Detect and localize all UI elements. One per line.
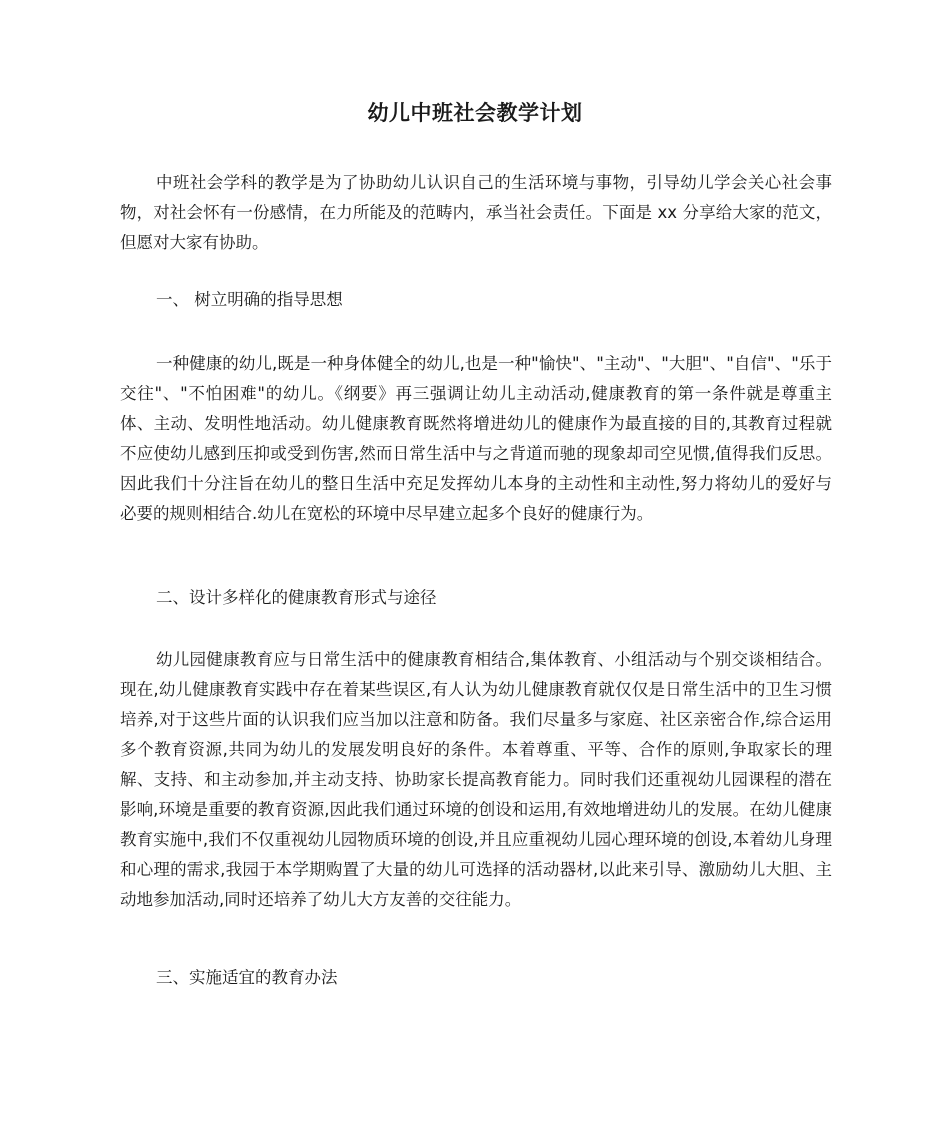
intro-paragraph: 中班社会学科的教学是为了协助幼儿认识自己的生活环境与事物，引导幼儿学会关心社会事物，对社会怀有一份感情，在力所能及的范畴内，承当社会责任。下面是 xx 分享给大家的范文，但愿对大家有协助。 xyxy=(120,173,832,252)
section-1-heading: 一、 树立明确的指导思想 xyxy=(156,290,343,309)
section-3-heading: 三、实施适宜的教育办法 xyxy=(156,968,338,987)
section-2-heading: 二、设计多样化的健康教育形式与途径 xyxy=(156,588,437,607)
section-1-body: 一种健康的幼儿,既是一种身体健全的幼儿,也是一种"愉快"、"主动"、"大胆"、"自信"、"乐于交往"、"不怕困难"的幼儿。《纲要》再三强调让幼儿主动活动,健康教育的第一条件就是尊重主体、主动、发明性地活动。幼儿健康教育既然将增进幼儿的健康作为最直接的目的,其教育过程就不应使幼儿感到压抑或受到伤害,然而日常生活中与之背道而驰的现象却司空见惯,值得我们反思。因此我们十分注旨在幼儿的整日生活中充足发挥幼儿本身的主动性和主动性,努力将幼儿的爱好与必要的规则相结合.幼儿在宽松的环境中尽早建立起多个良好的健康行为。 xyxy=(120,354,832,523)
section-2-body: 幼儿园健康教育应与日常生活中的健康教育相结合,集体教育、小组活动与个别交谈相结合。现在,幼儿健康教育实践中存在着某些误区,有人认为幼儿健康教育就仅仅是日常生活中的卫生习惯培养,对于这些片面的认识我们应当加以注意和防备。我们尽量多与家庭、社区亲密合作,综合运用多个教育资源,共同为幼儿的发展发明良好的条件。本着尊重、平等、合作的原则,争取家长的理解、支持、和主动参加,并主动支持、协助家长提高教育能力。同时我们还重视幼儿园课程的潜在影响,环境是重要的教育资源,因此我们通过环境的创设和运用,有效地增进幼儿的发展。在幼儿健康教育实施中,我们不仅重视幼儿园物质环境的创设,并且应重视幼儿园心理环境的创设,本着幼儿身理和心理的需求,我园于本学期购置了大量的幼儿可选择的活动器材,以此来引导、激励幼儿大胆、主动地参加活动,同时还培养了幼儿大方友善的交往能力。 xyxy=(120,650,832,909)
page-title: 幼儿中班社会教学计划 xyxy=(367,101,583,125)
